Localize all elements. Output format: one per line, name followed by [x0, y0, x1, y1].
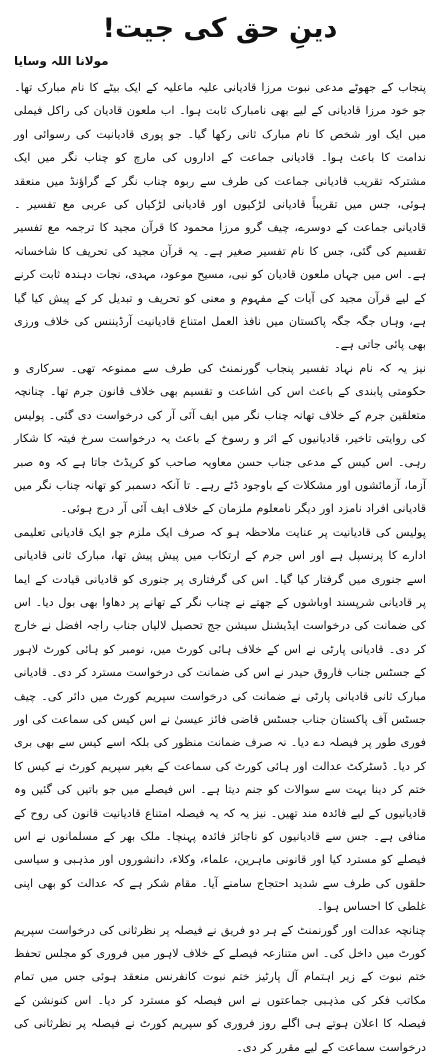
article-author: مولانا اللہ وسایا [14, 54, 109, 68]
article-title: دینِ حق کی جیت! [102, 13, 338, 44]
article-paragraph: پنجاب کے جھوٹے مدعی نبوت مرزا قادیانی علیہ ماعلیہ کے ایک بیٹے کا نام مبارک تھا۔ جو خود مرزا قادیانی کے لیے بھی نامبارک ثابت ہوا۔ اب ملعون قادیان کی راکل فیملی میں ایک اور شخص کا نام مبارک ثانی رکھا گیا۔ جو پوری قادیانیت کی رسوائی اور ندامت کا باعث ہوا۔ قادیانی جماعت کے اداروں کی مارچ کو چناب نگر میں ایک مشترکہ تقریب قادیانی جماعت کی طرف سے ربوہ چناب نگر کے گراؤنڈ میں منعقد ہوئی، جس میں تقریباً قادیانی لڑکیوں اور قادیانی لڑکیاں کی عربی مع تفسیر ۔ قادیانی جماعت کے دوسرے، چیف گرو مرزا محمود کا قرآن مجید کا ترجمہ مع تفسیر تقسیم کی گئی، جس کا نام تفسیر صغیر ہے۔ یہ قرآن مجید کی تحریف کا شاخسانہ ہے۔ اس میں جہاں ملعون قادیان کو نبی، مسیح موعود، مہدی، نجات دہندہ ثابت کرنے کے لیے قرآن مجید کی آیات کے مفہوم و معنی کو تحریف و تبدیل کر کے پیش کیا گیا ہے، وہاں جگہ جگہ پاکستان میں نافذ العمل امتناع قادیانیت آرڈیننس کی خلاف ورزی بھی پائی جاتی ہے۔ [14, 81, 426, 352]
article-paragraph: چنانچہ عدالت اور گورنمنٹ کے ہر دو فریق نے فیصلہ پر نظرثانی کی درخواست سپریم کورٹ میں داخل کی۔ اس متنازعہ فیصلے کے خلاف لاہور میں فروری کو مجلس تحفظ ختم نبوت کے زیر اہتمام آل پارٹیز ختم نبوت کانفرنس منعقد ہوئی جس میں تمام مکاتب فکر کی مذہبی جماعتوں نے اس فیصلہ کو مسترد کر دیا۔ اس کنونشن کے فیصلہ کا اعلان ہوتے ہی اگلے روز فروری کو سپریم کورٹ نے فیصلہ پر نظرثانی کی درخواست سماعت کے لیے مقرر کر دی۔ [14, 923, 426, 1054]
article-paragraph: نیز یہ کہ نام نہاد تفسیر پنجاب گورنمنٹ کی طرف سے ممنوعہ تھی۔ سرکاری و حکومتی پابندی کے باعث اس کی اشاعت و تقسیم بھی خلاف قانون جرم تھا۔ چنانچہ متعلقین جرم کے خلاف تھانہ چناب نگر میں ایف آئی آر کی درخواست دی گئی۔ پولیس کی روایتی تاخیر، قادیانیوں کے اثر و رسوخ کے باعث یہ درخواست سرخ فیتہ کا شکار رہی۔ اس کیس کے مدعی جناب حسن معاویہ صاحب کو کریڈٹ جاتا ہے کہ وہ صبر آزما، آزمائشوں اور مشکلات کے باوجود ڈٹے رہے۔ تا آنکہ دسمبر کو تھانہ چناب نگر میں قادیانی افراد نامزد اور دیگر نامعلوم ملزمان کے خلاف ایف آئی آر درج ہوئی۔ [14, 361, 426, 516]
article-body [14, 76, 426, 1059]
article-paragraph: پولیس کی قادیانیت پر عنایت ملاحظہ ہو کہ صرف ایک ملزم جو ایک قادیانی تعلیمی ادارے کا پرنسپل ہے اور اس جرم کے ارتکاب میں پیش پیش تھا، مبارک ثانی قادیانی اسے جنوری میں گرفتار کیا گیا۔ اس کی گرفتاری پر جنوری کو قادیانی قیادت کے ایما پر قادیانی شرپسند اوباشوں کے جھتے نے چناب نگر کے تھانے پر دھاوا بھی بول دیا۔ اس کی ضمانت کی درخواست ایڈیشنل سیشن جج تحصیل لالیاں جناب راجہ افضل نے خارج کر دی۔ قادیانی پارٹی نے اس کے خلاف ہائی کورٹ میں، نومبر کو ہائی کورٹ لاہور کے جسٹس جناب فاروق حیدر نے اس کی ضمانت کی درخواست مسترد کر دی۔ قادیانی مبارک ثانی قادیانی پارٹی نے ضمانت کی درخواست سپریم کورٹ میں دائر کی۔ چیف جسٹس آف پاکستان جناب جسٹس قاضی فائز عیسیٰ نے اس کیس کی سماعت کی اور فوری طور پر فیصلہ دے دیا۔ نہ صرف ضمانت منظور کی بلکہ اسے کیس سے بھی بری کر دیا۔ ڈسٹرکٹ عدالت اور ہائی کورٹ کی سماعت کے بغیر سپریم کورٹ نے کیس کا ختم کر دینا بہت سے سوالات کو جنم دیتا ہے۔ اس فیصلے میں جو باتیں کی گئیں وہ قادیانیوں کے لیے فائدہ مند تھیں۔ نیز یہ کہ یہ فیصلہ امتناع قادیانیت قانون کی روح کے منافی ہے۔ جس سے قادیانیوں کو ناجائز فائدہ پہنچا۔ ملک بھر کے مسلمانوں نے اس فیصلے کو مسترد کیا اور قانونی ماہرین، علماء، وکلاء، دانشوروں اور مذہبی و سیاسی حلقوں کی طرف سے شدید احتجاج سامنے آیا۔ مقام شکر ہے کہ عدالت کو بھی اپنی غلطی کا احساس ہوا۔ [14, 525, 426, 914]
